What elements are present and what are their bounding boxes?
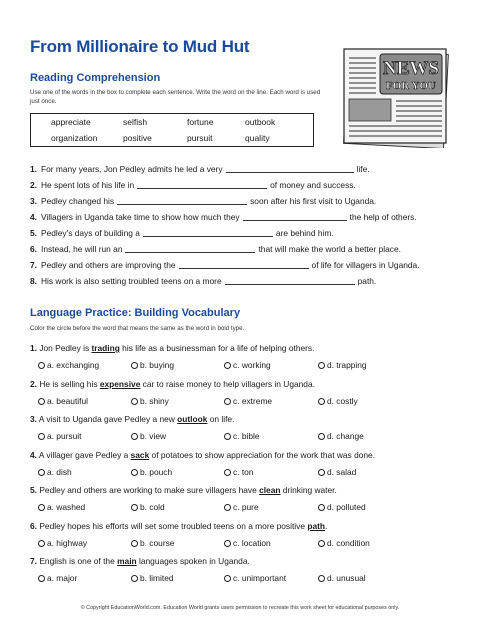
- reading-instructions: Use one of the words in the box to complete each sentence. Write the word on the line. Each word is used just once.: [30, 89, 321, 105]
- answer-option[interactable]: [131, 573, 174, 583]
- question-text: Pedley and others are working to make sure villagers have: [39, 485, 260, 495]
- answer-option[interactable]: [318, 573, 366, 583]
- word-bank-item: appreciate: [51, 116, 91, 127]
- question-text: 4.: [30, 449, 37, 460]
- answer-option[interactable]: [38, 396, 88, 406]
- bold-vocab-word: outlook: [177, 414, 208, 424]
- bold-vocab-word: path: [307, 520, 326, 531]
- newspaper-illustration: [340, 46, 452, 148]
- answer-option[interactable]: [38, 502, 85, 512]
- word-bank-item: organization: [51, 132, 98, 143]
- reading-question: 8. His work is also setting troubled teens on a more path.: [30, 276, 377, 286]
- vocab-question: [30, 343, 314, 353]
- answer-option[interactable]: [131, 467, 172, 477]
- question-text: English is one of the: [39, 556, 118, 566]
- answer-option[interactable]: [38, 467, 72, 477]
- question-text: 1.: [30, 343, 37, 353]
- reading-question: 1. For many years, Jon Pedley admits he led a very life.: [30, 164, 370, 174]
- radio-circle-icon[interactable]: [131, 398, 138, 405]
- answer-option[interactable]: [318, 396, 358, 406]
- answer-blank[interactable]: [179, 260, 309, 269]
- vocab-question: [30, 414, 234, 424]
- question-text: 5.: [30, 485, 37, 495]
- option-label: c. extreme: [233, 395, 273, 406]
- option-label: b. shiny: [140, 395, 169, 406]
- answer-option[interactable]: [224, 396, 272, 406]
- radio-circle-icon[interactable]: [38, 433, 45, 440]
- question-text: A visit to Uganda gave Pedley a new: [38, 414, 178, 424]
- option-label: d. salad: [327, 466, 357, 477]
- option-label: a. dish: [47, 466, 72, 477]
- option-label: a. washed: [47, 502, 86, 512]
- radio-circle-icon[interactable]: [318, 540, 325, 547]
- option-label: c. pure: [233, 502, 259, 512]
- option-label: d. unusual: [327, 573, 366, 583]
- option-label: c. ton: [233, 466, 254, 477]
- radio-circle-icon[interactable]: [38, 575, 45, 582]
- reading-question: 7. Pedley and others are improving the of life for villagers in Uganda.: [30, 260, 420, 270]
- radio-circle-icon[interactable]: [38, 469, 45, 476]
- radio-circle-icon[interactable]: [38, 398, 45, 405]
- radio-circle-icon[interactable]: [38, 540, 45, 547]
- option-label: b. cold: [140, 502, 165, 512]
- reading-question: 6. Instead, he will run an that will make the world a better place.: [30, 244, 401, 254]
- vocab-heading: Language Practice: Building Vocabulary: [30, 307, 241, 319]
- question-text: 7.: [30, 556, 37, 566]
- vocab-question: [30, 485, 337, 495]
- question-text: of potatoes to show appreciation for the work that was done.: [149, 449, 376, 460]
- radio-circle-icon[interactable]: [318, 469, 325, 476]
- option-label: d. costly: [327, 395, 358, 406]
- radio-circle-icon[interactable]: [131, 362, 138, 369]
- vocab-question: [30, 450, 375, 460]
- vocab-instructions: Color the circle before the word that means the same as the word in bold type.: [30, 325, 245, 332]
- answer-option[interactable]: [224, 431, 260, 441]
- answer-option[interactable]: [318, 467, 356, 477]
- radio-circle-icon[interactable]: [38, 362, 45, 369]
- option-label: b. view: [140, 431, 167, 441]
- answer-option[interactable]: [224, 502, 259, 512]
- radio-circle-icon[interactable]: [38, 504, 45, 511]
- word-bank-item: pursuit: [187, 132, 213, 143]
- reading-question: 5. Pedley's days of building a are behind him.: [30, 228, 334, 238]
- answer-option[interactable]: [318, 502, 366, 512]
- option-label: a. major: [47, 573, 78, 583]
- answer-option[interactable]: [131, 396, 169, 406]
- answer-option[interactable]: [224, 360, 271, 370]
- answer-blank[interactable]: [143, 228, 273, 237]
- reading-question: 4. Villagers in Uganda take time to show how much they the help of others.: [30, 212, 417, 222]
- radio-circle-icon[interactable]: [318, 575, 325, 582]
- radio-circle-icon[interactable]: [131, 540, 138, 547]
- answer-option[interactable]: [131, 502, 165, 512]
- option-label: b. buying: [140, 360, 174, 370]
- radio-circle-icon[interactable]: [224, 469, 231, 476]
- vocab-question: [30, 379, 315, 389]
- answer-blank[interactable]: [125, 244, 255, 253]
- answer-blank[interactable]: [117, 196, 247, 205]
- bold-vocab-word: sack: [130, 449, 150, 460]
- radio-circle-icon[interactable]: [224, 575, 231, 582]
- radio-circle-icon[interactable]: [318, 362, 325, 369]
- answer-blank[interactable]: [137, 180, 267, 189]
- option-label: d. polluted: [327, 502, 366, 512]
- bold-vocab-word: main: [117, 556, 137, 566]
- question-text: .: [325, 520, 328, 531]
- radio-circle-icon[interactable]: [224, 504, 231, 511]
- news-text: NEWS: [383, 58, 439, 79]
- radio-circle-icon[interactable]: [224, 433, 231, 440]
- for-you-text: FOR YOU: [385, 80, 437, 92]
- worksheet-title: From Millionaire to Mud Hut: [30, 37, 250, 56]
- question-text: Pedley hopes his efforts will set some troubled teens on a more positive: [39, 520, 308, 531]
- option-label: b. limited: [140, 573, 174, 583]
- word-bank: [30, 113, 314, 147]
- radio-circle-icon[interactable]: [224, 362, 231, 369]
- option-label: c. bible: [233, 431, 260, 441]
- answer-option[interactable]: [38, 360, 99, 370]
- word-bank-item: selfish: [123, 116, 148, 127]
- radio-circle-icon[interactable]: [224, 398, 231, 405]
- option-label: a. beautiful: [47, 395, 88, 406]
- answer-option[interactable]: [38, 573, 77, 583]
- question-text: Jon Pedley is: [39, 343, 92, 353]
- radio-circle-icon[interactable]: [318, 504, 325, 511]
- reading-question: 2. He spent lots of his life in of money and success.: [30, 180, 356, 190]
- question-text: 3.: [30, 414, 37, 424]
- answer-option[interactable]: [224, 467, 253, 477]
- answer-blank[interactable]: [225, 276, 355, 285]
- question-text: 6.: [30, 520, 37, 531]
- answer-option[interactable]: [318, 431, 364, 441]
- radio-circle-icon[interactable]: [318, 398, 325, 405]
- answer-option[interactable]: [131, 431, 166, 441]
- answer-option[interactable]: [38, 538, 87, 548]
- answer-option[interactable]: [131, 538, 174, 548]
- question-text: languages spoken in Uganda.: [136, 556, 250, 566]
- bold-vocab-word: expensive: [99, 378, 141, 389]
- question-text: drinking water.: [280, 485, 337, 495]
- option-label: c. working: [233, 360, 271, 370]
- option-label: c. location: [233, 537, 271, 548]
- radio-circle-icon[interactable]: [131, 504, 138, 511]
- answer-option[interactable]: [318, 538, 370, 548]
- question-text: He is selling his: [39, 378, 100, 389]
- answer-blank[interactable]: [226, 164, 354, 173]
- option-label: b. pouch: [140, 466, 173, 477]
- answer-blank[interactable]: [243, 212, 347, 221]
- reading-heading: Reading Comprehension: [30, 72, 161, 84]
- reading-question: 3. Pedley changed his soon after his first visit to Uganda.: [30, 196, 377, 206]
- option-label: a. highway: [47, 537, 88, 548]
- word-bank-item: quality: [245, 132, 270, 143]
- vocab-question: [30, 521, 327, 531]
- option-label: d. change: [327, 431, 364, 441]
- answer-option[interactable]: [224, 538, 271, 548]
- bold-vocab-word: trading: [91, 343, 120, 353]
- word-bank-item: outbook: [245, 116, 276, 127]
- answer-option[interactable]: [38, 431, 81, 441]
- copyright-footer: © Copyright EducationWorld.com. Education World grants users permission to recreate this work sheet for educational purposes only.: [80, 605, 400, 611]
- question-text: A villager gave Pedley a: [38, 449, 131, 460]
- radio-circle-icon[interactable]: [131, 433, 138, 440]
- question-text: his life as a businessman for a life of helping others.: [119, 343, 315, 353]
- radio-circle-icon[interactable]: [318, 433, 325, 440]
- answer-option[interactable]: [318, 360, 367, 370]
- option-label: a. pursuit: [47, 431, 82, 441]
- word-bank-item: fortune: [187, 116, 214, 127]
- question-text: on life.: [207, 414, 235, 424]
- option-label: d. trapping: [327, 360, 367, 370]
- radio-circle-icon[interactable]: [131, 575, 138, 582]
- option-label: c. unimportant: [233, 573, 287, 583]
- vocab-question: [30, 556, 250, 566]
- radio-circle-icon[interactable]: [131, 469, 138, 476]
- answer-option[interactable]: [131, 360, 174, 370]
- question-text: 2.: [30, 378, 37, 389]
- answer-option[interactable]: [224, 573, 286, 583]
- option-label: a. exchanging: [47, 360, 100, 370]
- bold-vocab-word: clean: [259, 485, 281, 495]
- option-label: b. course: [140, 537, 175, 548]
- word-bank-item: positive: [123, 132, 152, 143]
- question-text: car to raise money to help villagers in Uganda.: [140, 378, 315, 389]
- radio-circle-icon[interactable]: [224, 540, 231, 547]
- option-label: d. condition: [327, 537, 370, 548]
